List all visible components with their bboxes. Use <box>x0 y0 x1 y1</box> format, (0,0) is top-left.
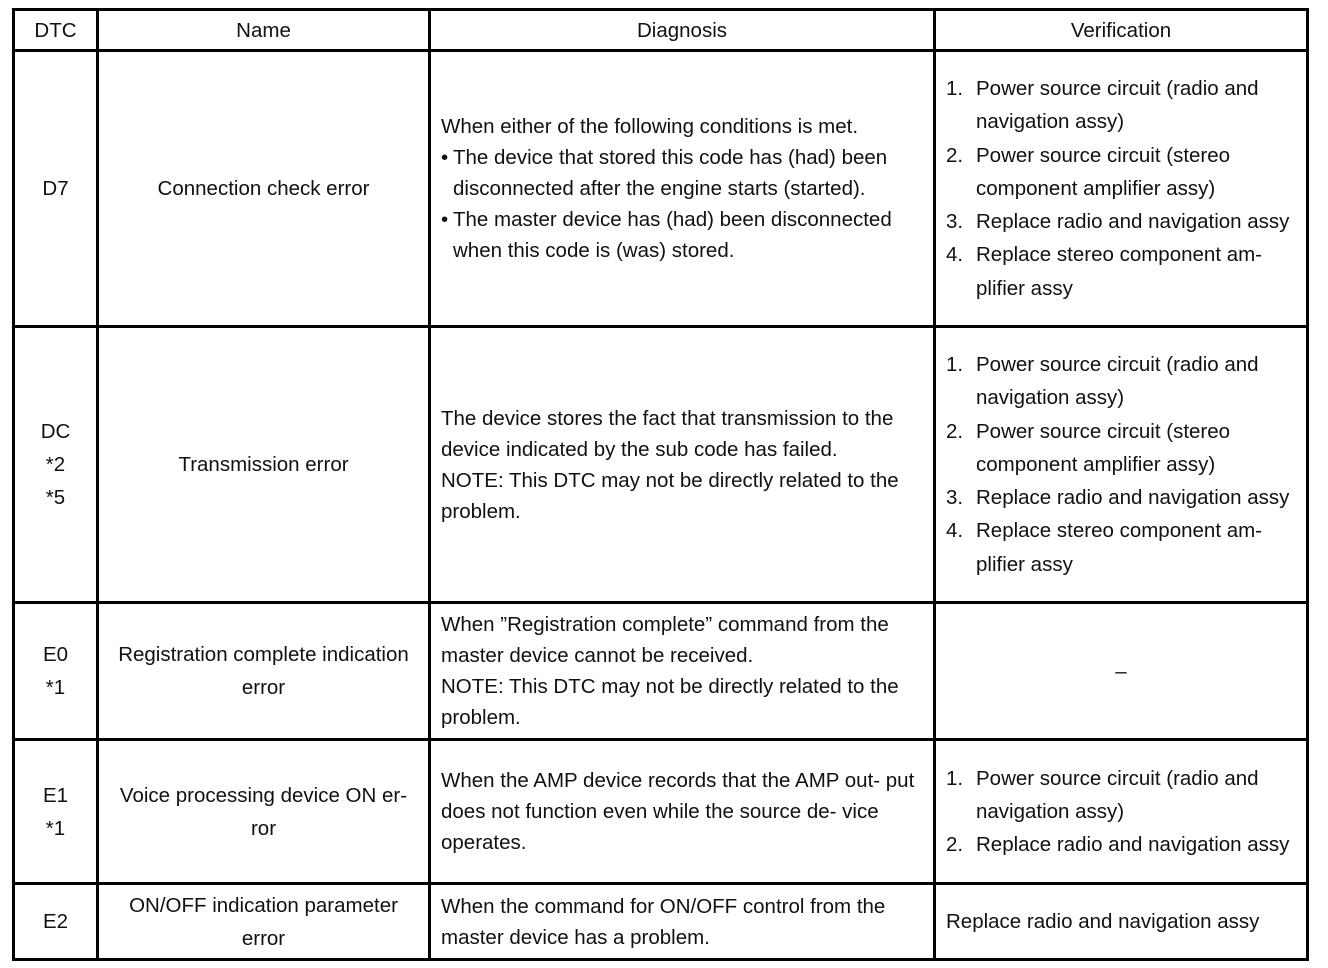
dtc-name: Connection check error <box>98 51 430 327</box>
verification-cell <box>935 51 1308 327</box>
dtc-name: Voice processing device ON er- ror <box>98 740 430 884</box>
dtc-name: ON/OFF indication parameter error <box>98 884 430 960</box>
verification-step: 4. Replace stereo component am- plifier assy <box>946 243 1263 300</box>
dtc-code-cell <box>14 327 98 603</box>
diagnosis-text: When ”Registration complete” command from the master device cannot be received. <box>441 613 889 667</box>
dtc-code: D7 <box>42 177 69 200</box>
table-header-row <box>14 10 1308 51</box>
diagnosis-bullet: • The master device has (had) been disconnected when this code is (was) stored. <box>441 204 923 266</box>
dtc-code-cell <box>14 51 98 327</box>
dtc-footnote: *1 <box>45 816 66 840</box>
table-row <box>14 740 1308 884</box>
dtc-footnote: *1 <box>45 676 66 699</box>
dtc-name: Registration complete indication error <box>98 603 430 740</box>
dtc-table <box>12 8 1309 961</box>
header-diagnosis: Diagnosis <box>430 10 935 51</box>
dtc-code-cell <box>14 884 98 960</box>
verification-step: 1. Power source circuit (radio and navigation assy) <box>946 76 1259 134</box>
verification-step: 3. Replace radio and navigation assy <box>946 210 1290 234</box>
diagnosis-text: When the AMP device records that the AMP out- put does not function even while the source de- vice operates. <box>441 769 915 854</box>
verification-cell <box>935 740 1308 884</box>
dtc-name: Transmission error <box>98 327 430 603</box>
diagnosis-cell <box>430 740 935 884</box>
diagnosis-cell <box>430 327 935 603</box>
verification-cell: – <box>935 603 1308 740</box>
diagnosis-cell <box>430 603 935 740</box>
diagnosis-note: NOTE: This DTC may not be directly related to the problem. <box>441 675 899 729</box>
verification-list <box>946 348 1296 581</box>
verification-step: 2. Power source circuit (stereo component amplifier assy) <box>946 419 1231 476</box>
dtc-code: E0 <box>42 643 69 666</box>
verification-cell: Replace radio and navigation assy <box>935 884 1308 960</box>
dtc-code-cell <box>14 740 98 884</box>
verification-cell <box>935 327 1308 603</box>
diagnosis-text: The device stores the fact that transmission to the device indicated by the sub code has failed. <box>441 406 894 461</box>
header-verification: Verification <box>935 10 1308 51</box>
verification-step: 1. Power source circuit (radio and navigation assy) <box>946 352 1259 410</box>
dtc-code: E1 <box>42 783 69 807</box>
header-name: Name <box>98 10 430 51</box>
header-dtc: DTC <box>14 10 98 51</box>
verification-step: 1. Power source circuit (radio and navigation assy) <box>946 766 1259 823</box>
verification-list <box>946 72 1296 305</box>
verification-step: 3. Replace radio and navigation assy <box>946 486 1290 510</box>
diagnosis-cell <box>430 884 935 960</box>
diagnosis-note: NOTE: This DTC may not be directly related to the problem. <box>441 468 899 523</box>
diagnosis-cell <box>430 51 935 327</box>
verification-step: 2. Replace radio and navigation assy <box>946 833 1290 857</box>
verification-list <box>946 762 1296 862</box>
table-row <box>14 327 1308 603</box>
dtc-footnote: *2 <box>45 453 66 476</box>
verification-step: 4. Replace stereo component am- plifier assy <box>946 519 1263 576</box>
dtc-code: E2 <box>42 910 69 933</box>
table-row <box>14 603 1308 740</box>
diagnosis-text: When the command for ON/OFF control from the master device has a problem. <box>441 894 886 949</box>
dtc-footnote: *5 <box>45 486 66 509</box>
dtc-code-cell <box>14 603 98 740</box>
table-row <box>14 51 1308 327</box>
table-row <box>14 884 1308 960</box>
diagnosis-bullet: • The device that stored this code has (had) been disconnected after the engine starts (started). <box>441 142 923 204</box>
dtc-code: DC <box>40 420 71 443</box>
verification-step: 2. Power source circuit (stereo component amplifier assy) <box>946 143 1231 200</box>
diagnosis-text: When either of the following conditions is met. <box>441 115 859 138</box>
